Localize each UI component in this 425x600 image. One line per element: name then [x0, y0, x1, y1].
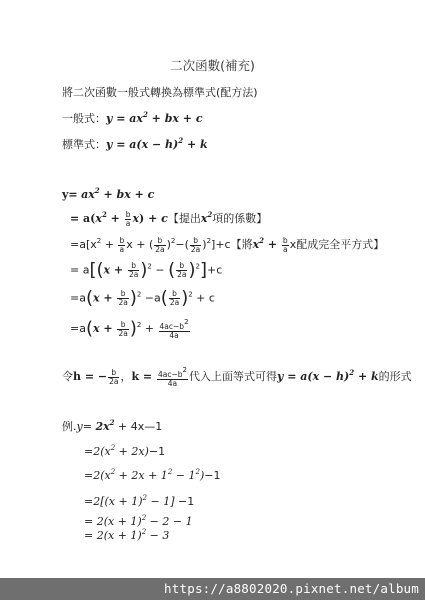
derivation-step-2: $=a[x^2$ + $\frac{b}{a}$ x + ( $\frac{b}{2a}$ )$^2$−( $\frac{b}{2a}$ )$^2$]+c【將$x^2$ + $\frac{b}{a}$ x配成完全平方式】	[70, 235, 385, 254]
derivation-step-5: =a(x + $\frac{b}{2a}$ )$^2$ + $\frac{4ac-b^2}{4a}$	[70, 318, 189, 340]
general-form-line	[62, 110, 203, 126]
watermark-bar	[0, 578, 425, 600]
substitute-text: 代入上面等式可得	[188, 370, 277, 383]
final-suffix: 的形式	[378, 370, 412, 383]
derivation-step-1: = $a(x^2$ + $\frac{b}{a}$ x) + c【提出$x^2$項的係數】	[70, 209, 268, 228]
example-step-3: $=2[(x + 1)^2 - 1] -1$	[84, 494, 195, 508]
derivation-step-3: = a[(x + $\frac{b}{2a}$ )$^2$ − ( $\frac{b}{2a}$ )$^2$]+c	[70, 259, 223, 281]
example-step-4: = $2(x + 1)^2 - 2 - 1$	[84, 514, 193, 528]
standard-form-line	[62, 136, 208, 152]
watermark-url[interactable]: https://a8802020.pixnet.net/album	[164, 581, 419, 596]
general-form-label: 一般式：	[62, 112, 106, 125]
page-title: 二次函數(補充)	[170, 58, 255, 73]
general-form-formula: $y = ax^2$ + bx + c	[106, 110, 203, 125]
standard-form-label: 標準式：	[62, 138, 106, 151]
example-step-1: $=2(x^2 + 2x)-1$	[84, 444, 166, 458]
derivation-step-4: =a(x + $\frac{b}{2a}$ )$^2$ −a( $\frac{b}{2a}$ )$^2$ + c	[70, 287, 215, 309]
standard-form-formula: $y = a(x - h)^2 + k$	[106, 136, 208, 151]
example-label: 例.	[62, 420, 77, 433]
intro-text: 將二次函數一般式轉換為標準式(配方法)	[62, 86, 258, 99]
example-problem: 例$.y= 2x^2$ + 4x—1	[62, 418, 163, 433]
example-step-5: = $2(x + 1)^2 - 3$	[84, 528, 170, 542]
derivation-step-0: $y= ax^2$ + bx + c	[62, 186, 155, 201]
substitution-line: 令h = − $\frac{b}{2a}$ ，k = $\frac{4ac-b^2}{4a}$ 代入上面等式可得$y = a(x - h)^2 + k$的形式	[62, 366, 412, 388]
example-step-2: $=2(x^2 + 2x + 1^2 - 1^2)-1$	[84, 468, 221, 482]
step1-note: 【提出$x^2$項的係數】	[167, 210, 268, 225]
